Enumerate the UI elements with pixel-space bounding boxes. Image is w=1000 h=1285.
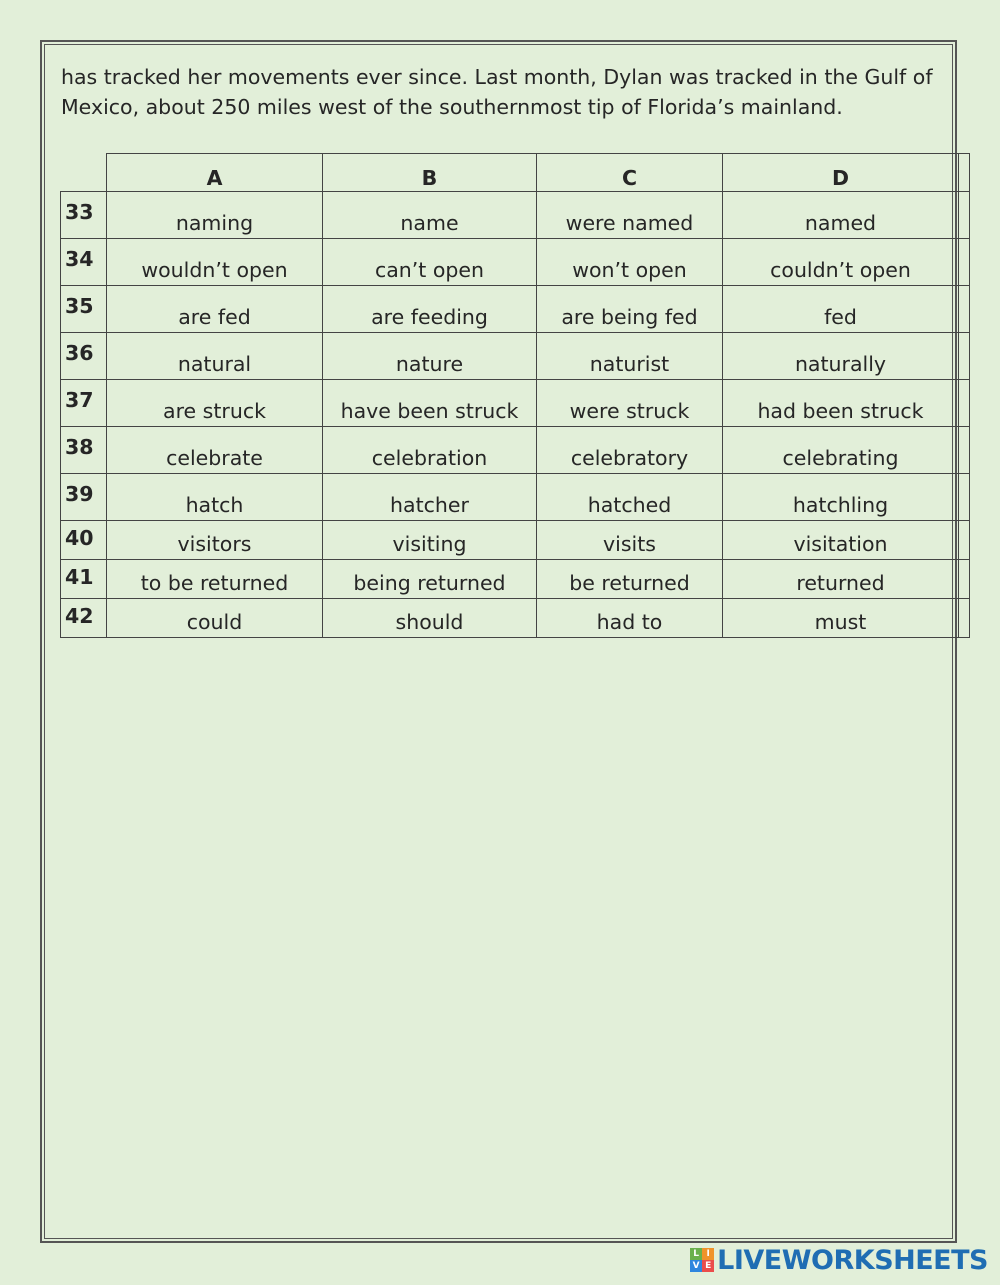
option-b: being returned — [323, 560, 537, 599]
question-number: 35 — [61, 286, 107, 333]
table-row — [61, 333, 970, 380]
question-number: 33 — [61, 192, 107, 239]
option-b: can’t open — [323, 239, 537, 286]
option-d: returned — [723, 560, 959, 599]
column-header-d: D — [723, 154, 959, 192]
column-header-c: C — [537, 154, 723, 192]
logo-text: LIVEWORKSHEETS — [717, 1244, 988, 1276]
question-number: 37 — [61, 380, 107, 427]
option-c: won’t open — [537, 239, 723, 286]
question-number: 40 — [61, 521, 107, 560]
corner-cell — [61, 154, 107, 192]
edge-cell — [959, 599, 970, 638]
edge-cell — [959, 521, 970, 560]
option-c: visits — [537, 521, 723, 560]
option-b: name — [323, 192, 537, 239]
option-c: naturist — [537, 333, 723, 380]
option-b: are feeding — [323, 286, 537, 333]
table-row — [61, 474, 970, 521]
option-a: to be returned — [107, 560, 323, 599]
option-d: must — [723, 599, 959, 638]
question-number: 39 — [61, 474, 107, 521]
option-d: visitation — [723, 521, 959, 560]
option-b: celebration — [323, 427, 537, 474]
question-number: 42 — [61, 599, 107, 638]
column-header-a: A — [107, 154, 323, 192]
option-d: named — [723, 192, 959, 239]
table-row — [61, 286, 970, 333]
edge-cell — [959, 192, 970, 239]
liveworksheets-logo — [690, 1244, 988, 1276]
logo-mark-icon — [690, 1248, 714, 1272]
edge-cell — [959, 333, 970, 380]
option-b: nature — [323, 333, 537, 380]
question-number: 41 — [61, 560, 107, 599]
column-header-b: B — [323, 154, 537, 192]
question-number: 38 — [61, 427, 107, 474]
option-a: wouldn’t open — [107, 239, 323, 286]
edge-cell — [959, 474, 970, 521]
table-row — [61, 560, 970, 599]
table-row — [61, 239, 970, 286]
option-b: hatcher — [323, 474, 537, 521]
option-c: hatched — [537, 474, 723, 521]
option-a: visitors — [107, 521, 323, 560]
option-a: naming — [107, 192, 323, 239]
option-b: visiting — [323, 521, 537, 560]
option-c: were struck — [537, 380, 723, 427]
edge-cell — [959, 154, 970, 192]
logo-tile-v: V — [690, 1260, 702, 1272]
option-a: celebrate — [107, 427, 323, 474]
question-number: 36 — [61, 333, 107, 380]
edge-cell — [959, 286, 970, 333]
option-d: naturally — [723, 333, 959, 380]
logo-tile-i: I — [702, 1248, 714, 1260]
logo-tile-e: E — [702, 1260, 714, 1272]
option-c: had to — [537, 599, 723, 638]
option-a: could — [107, 599, 323, 638]
table-header-row — [61, 154, 970, 192]
option-a: are struck — [107, 380, 323, 427]
option-d: hatchling — [723, 474, 959, 521]
table-row — [61, 192, 970, 239]
option-d: couldn’t open — [723, 239, 959, 286]
option-b: should — [323, 599, 537, 638]
option-c: celebratory — [537, 427, 723, 474]
option-c: are being fed — [537, 286, 723, 333]
table-row — [61, 521, 970, 560]
option-d: fed — [723, 286, 959, 333]
option-c: were named — [537, 192, 723, 239]
table-row — [61, 599, 970, 638]
edge-cell — [959, 380, 970, 427]
edge-cell — [959, 560, 970, 599]
table-row — [61, 380, 970, 427]
option-d: celebrating — [723, 427, 959, 474]
option-b: have been struck — [323, 380, 537, 427]
option-c: be returned — [537, 560, 723, 599]
answer-options-table — [60, 153, 970, 638]
option-a: hatch — [107, 474, 323, 521]
edge-cell — [959, 239, 970, 286]
logo-tile-l: L — [690, 1248, 702, 1260]
option-a: natural — [107, 333, 323, 380]
edge-cell — [959, 427, 970, 474]
option-d: had been struck — [723, 380, 959, 427]
reading-passage: has tracked her movements ever since. Last month, Dylan was tracked in the Gulf of Mexico, about 250 miles west of the southernmost tip of Florida’s mainland. — [61, 65, 933, 119]
question-number: 34 — [61, 239, 107, 286]
table-row — [61, 427, 970, 474]
option-a: are fed — [107, 286, 323, 333]
